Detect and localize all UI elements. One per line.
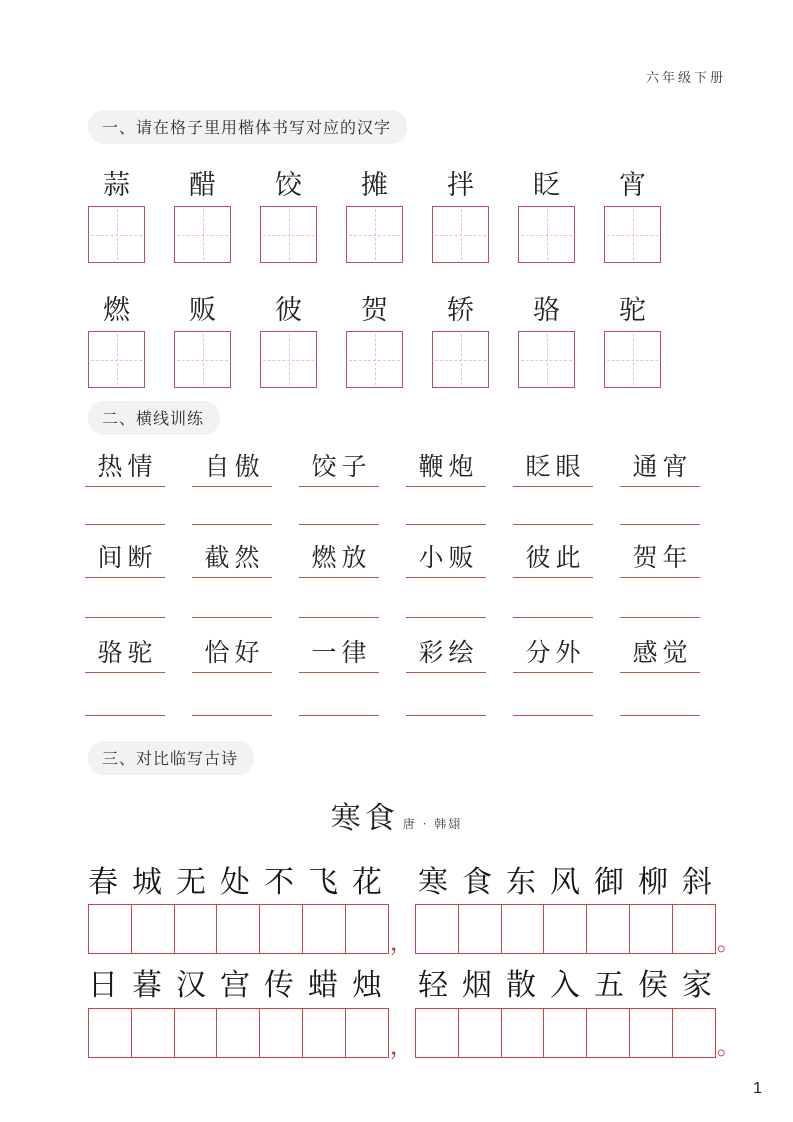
model-word: 彩绘 [406,633,486,673]
poem-phrase: 寒食东风御柳斜 [418,865,726,900]
practice-cell [415,1008,459,1058]
practice-grid-box [88,331,145,388]
practice-strip [415,904,716,954]
practice-underline [406,505,486,525]
model-word: 贺年 [620,538,700,578]
practice-underline [192,505,272,525]
practice-underline [620,696,700,716]
practice-grid-box [518,206,575,263]
period-punctuation: 。 [716,1032,741,1061]
practice-cell [216,1008,260,1058]
model-character: 燃 [103,295,130,326]
section2-title: 二、横线训练 [88,401,220,435]
practice-cell [259,1008,303,1058]
model-word: 小贩 [406,538,486,578]
practice-cell [302,904,346,954]
model-word: 通宵 [620,447,700,487]
poem-title: 寒食 [330,801,399,836]
practice-grid-box [604,331,661,388]
practice-cell [629,1008,673,1058]
practice-underline [406,598,486,618]
practice-strip-group [88,1008,414,1061]
practice-strip-group [415,1008,741,1061]
model-character: 饺 [275,170,302,201]
practice-cell [543,904,587,954]
practice-underline [192,598,272,618]
model-character: 贺 [361,295,388,326]
practice-grid-box [260,206,317,263]
practice-cell [501,1008,545,1058]
practice-grid-box [432,206,489,263]
section1-title: 一、请在格子里用楷体书写对应的汉字 [88,110,407,144]
poem-phrase: 春城无处不飞花 [88,865,396,900]
model-word: 截然 [192,538,272,578]
model-word: 饺子 [299,447,379,487]
poem-line-2 [88,960,748,1002]
practice-cell [174,904,218,954]
section2-practice-line-row [85,696,700,716]
model-character: 醋 [189,170,216,201]
model-word: 眨眼 [513,447,593,487]
practice-underline [85,505,165,525]
poem-author: 唐 · 韩翃 [402,817,463,831]
practice-grid-box [432,331,489,388]
practice-strip [88,904,389,954]
practice-underline [192,696,272,716]
practice-strip-group [415,904,741,957]
model-character: 贩 [189,295,216,326]
practice-cell [345,904,389,954]
practice-cell [216,904,260,954]
practice-underline [299,696,379,716]
practice-underline [299,505,379,525]
practice-cell [458,904,502,954]
model-character: 摊 [361,170,388,201]
section1-box-row-1 [88,206,661,263]
poem-practice-row-2 [88,1008,768,1062]
practice-grid-box [174,331,231,388]
practice-grid-box [346,331,403,388]
practice-grid-box [518,331,575,388]
model-character: 骆 [533,295,560,326]
practice-cell [131,904,175,954]
practice-underline [406,696,486,716]
poem-phrase: 轻烟散入五侯家 [418,968,726,1003]
practice-underline [85,598,165,618]
practice-cell [174,1008,218,1058]
model-word: 彼此 [513,538,593,578]
practice-underline [620,598,700,618]
practice-cell [586,904,630,954]
model-word: 骆驼 [85,633,165,673]
model-word: 燃放 [299,538,379,578]
model-character: 彼 [275,295,302,326]
practice-grid-box [88,206,145,263]
model-character: 轿 [447,295,474,326]
practice-underline [513,505,593,525]
practice-grid-box [346,206,403,263]
practice-strip [88,1008,389,1058]
model-word: 间断 [85,538,165,578]
comma-punctuation: ， [389,928,414,957]
section2-practice-line-row [85,505,700,525]
model-word: 分外 [513,633,593,673]
practice-underline [620,505,700,525]
practice-cell [88,1008,132,1058]
section1-char-row-2 [88,288,661,327]
practice-cell [345,1008,389,1058]
practice-cell [259,904,303,954]
model-word: 热情 [85,447,165,487]
practice-cell [672,1008,716,1058]
poem-phrase: 日暮汉宫传蜡烛 [88,968,396,1003]
practice-strip [415,1008,716,1058]
model-character: 宵 [619,170,646,201]
section1-char-row-1 [88,163,661,202]
practice-underline [299,598,379,618]
model-character: 拌 [447,170,474,201]
model-character: 眨 [533,170,560,201]
practice-cell [302,1008,346,1058]
practice-cell [415,904,459,954]
practice-underline [513,598,593,618]
section1-box-row-2 [88,331,661,388]
comma-punctuation: ， [389,1032,414,1061]
poem-title-row [0,793,793,837]
model-word: 感觉 [620,633,700,673]
practice-cell [458,1008,502,1058]
practice-cell [543,1008,587,1058]
practice-cell [672,904,716,954]
model-character: 驼 [619,295,646,326]
practice-grid-box [604,206,661,263]
header-grade-label: 六年级下册 [645,71,726,86]
section2-word-row-2 [85,538,700,578]
section2-practice-line-row [85,598,700,618]
poem-practice-row-1 [88,904,768,958]
practice-underline [85,696,165,716]
practice-strip-group [88,904,414,957]
model-word: 恰好 [192,633,272,673]
section3-title: 三、对比临写古诗 [88,741,254,775]
practice-cell [131,1008,175,1058]
practice-underline [513,696,593,716]
model-character: 蒜 [103,170,130,201]
practice-cell [629,904,673,954]
practice-cell [88,904,132,954]
model-word: 鞭炮 [406,447,486,487]
section2-word-row-1 [85,447,700,487]
practice-cell [586,1008,630,1058]
period-punctuation: 。 [716,928,741,957]
page-number: 1 [753,1080,762,1097]
model-word: 一律 [299,633,379,673]
model-word: 自傲 [192,447,272,487]
practice-cell [501,904,545,954]
practice-grid-box [174,206,231,263]
poem-line-1 [88,857,748,899]
section2-word-row-3 [85,633,700,673]
practice-grid-box [260,331,317,388]
